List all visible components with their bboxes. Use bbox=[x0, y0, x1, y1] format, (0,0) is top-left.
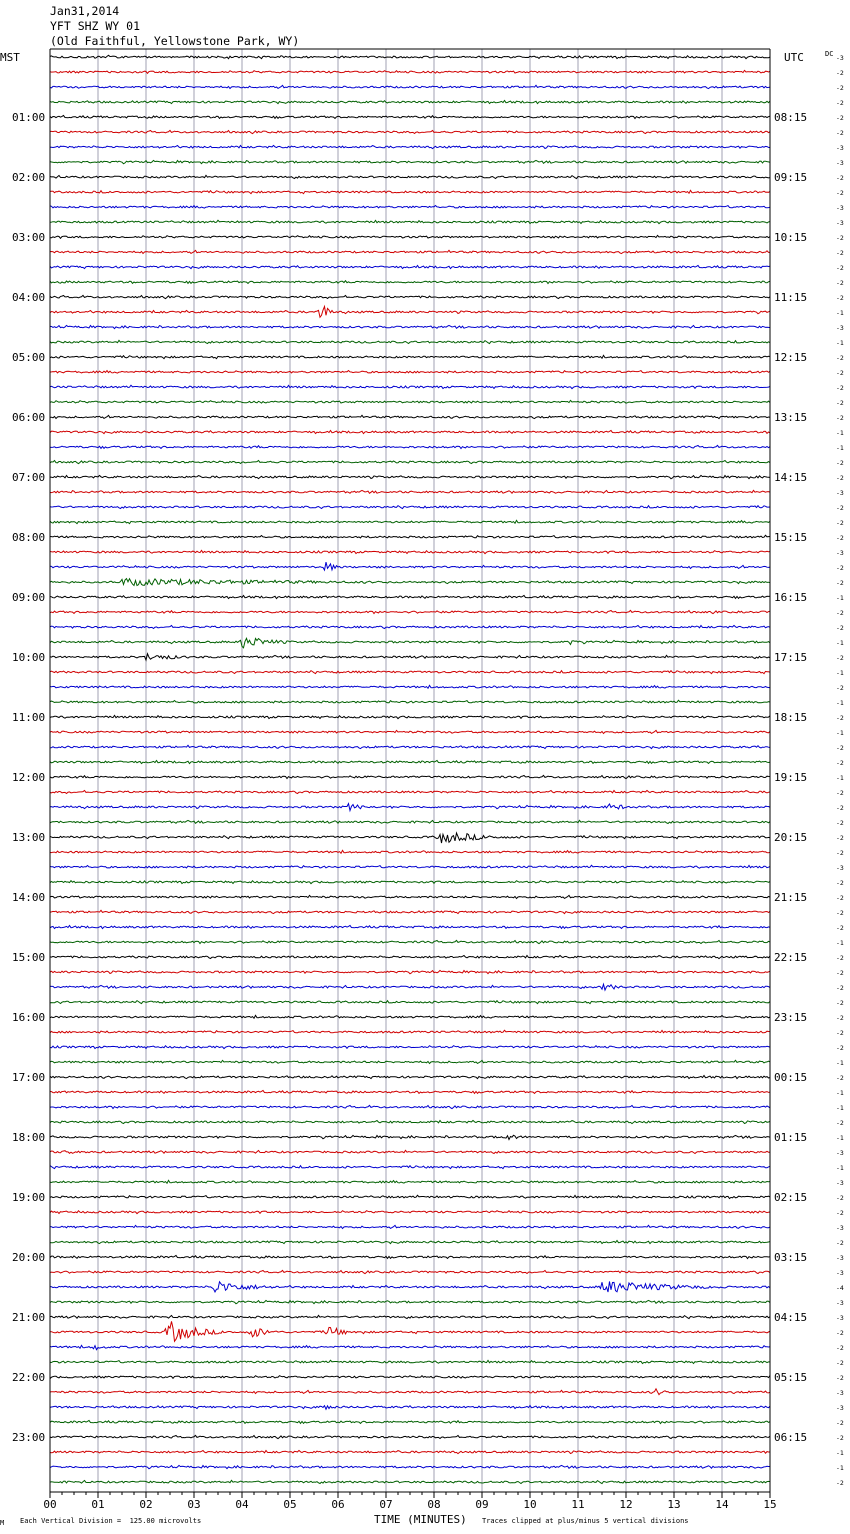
dc-offset-label: -2 bbox=[836, 564, 844, 572]
seismogram-trace bbox=[50, 520, 770, 523]
seismogram-trace bbox=[50, 775, 770, 778]
seismogram-trace bbox=[50, 1001, 770, 1004]
clip-note: Traces clipped at plus/minus 5 vertical divisions bbox=[482, 1517, 689, 1525]
axis-labels bbox=[0, 50, 844, 1511]
dc-offset-label: -2 bbox=[836, 69, 844, 77]
seismogram-trace bbox=[50, 1180, 770, 1183]
seismogram-trace bbox=[50, 671, 770, 674]
seismogram-trace bbox=[50, 1015, 770, 1018]
dc-offset-label: -2 bbox=[836, 894, 844, 902]
dc-offset-label: -2 bbox=[836, 969, 844, 977]
x-tick-label: 00 bbox=[43, 1498, 57, 1511]
dc-offset-label: -3 bbox=[836, 1149, 844, 1157]
seismogram-trace bbox=[50, 638, 770, 648]
dc-offset-label: -2 bbox=[836, 999, 844, 1007]
right-hour-label: 01:15 bbox=[774, 1131, 808, 1144]
x-tick-label: 14 bbox=[715, 1498, 729, 1511]
dc-offset-label: -2 bbox=[836, 954, 844, 962]
seismogram-trace bbox=[50, 281, 770, 284]
right-hour-label: 12:15 bbox=[774, 351, 808, 364]
dc-offset-label: -1 bbox=[836, 669, 844, 677]
left-hour-label: 10:00 bbox=[12, 651, 46, 664]
station-label: YFT SHZ WY 01 bbox=[50, 19, 141, 33]
x-tick-label: 07 bbox=[379, 1498, 393, 1511]
seismogram-trace bbox=[50, 955, 770, 958]
dc-offset-label: -2 bbox=[836, 1044, 844, 1052]
dc-offset-label: -2 bbox=[836, 519, 844, 527]
seismogram-trace bbox=[50, 340, 770, 343]
dc-offset-label: -2 bbox=[836, 609, 844, 617]
seismogram-trace bbox=[50, 1360, 770, 1363]
seismogram-trace bbox=[50, 250, 770, 253]
minute-grid bbox=[98, 49, 722, 1492]
dc-offset-label: -2 bbox=[836, 174, 844, 182]
seismogram-trace bbox=[50, 715, 770, 718]
dc-offset-label: -3 bbox=[836, 489, 844, 497]
right-hour-label: 05:15 bbox=[774, 1371, 808, 1384]
dc-offset-label: -1 bbox=[836, 774, 844, 782]
dc-offset-label: -2 bbox=[836, 114, 844, 122]
seismogram-trace bbox=[50, 925, 770, 928]
seismogram-trace bbox=[50, 220, 770, 223]
right-hour-label: 10:15 bbox=[774, 231, 808, 244]
dc-offset-label: -2 bbox=[836, 624, 844, 632]
seismogram-trace bbox=[50, 445, 770, 448]
seismogram-trace bbox=[50, 1120, 770, 1123]
left-hour-label: 13:00 bbox=[12, 831, 46, 844]
x-tick-label: 15 bbox=[763, 1498, 777, 1511]
right-hour-label: 19:15 bbox=[774, 771, 808, 784]
seismogram-trace bbox=[50, 1389, 770, 1395]
seismogram-trace bbox=[50, 1270, 770, 1273]
seismogram-trace bbox=[50, 115, 770, 118]
left-hour-label: 01:00 bbox=[12, 111, 46, 124]
dc-offset-label: -2 bbox=[836, 879, 844, 887]
seismogram-trace bbox=[50, 307, 770, 318]
dc-offset-label: -3 bbox=[836, 864, 844, 872]
dc-offset-label: -2 bbox=[836, 654, 844, 662]
dc-offset-label: -4 bbox=[836, 1284, 844, 1292]
seismogram-trace bbox=[50, 970, 770, 973]
dc-offset-label: -2 bbox=[836, 1119, 844, 1127]
right-hour-label: 20:15 bbox=[774, 831, 808, 844]
seismogram-trace bbox=[50, 745, 770, 748]
seismogram-trace bbox=[50, 940, 770, 943]
seismogram-trace bbox=[50, 1450, 770, 1453]
x-tick-label: 03 bbox=[187, 1498, 201, 1511]
seismogram-trace bbox=[50, 804, 770, 811]
seismogram-trace bbox=[50, 1211, 770, 1214]
dc-offset-label: -1 bbox=[836, 1104, 844, 1112]
dc-offset-label: -2 bbox=[836, 504, 844, 512]
dc-offset-label: -1 bbox=[836, 1164, 844, 1172]
seismogram-trace bbox=[50, 1135, 770, 1139]
x-tick-label: 04 bbox=[235, 1498, 249, 1511]
dc-offset-label: -1 bbox=[836, 444, 844, 452]
dc-offset-label: -1 bbox=[836, 639, 844, 647]
dc-offset-label: -3 bbox=[836, 204, 844, 212]
x-tick-label: 12 bbox=[619, 1498, 633, 1511]
left-hour-label: 03:00 bbox=[12, 231, 46, 244]
seismogram-trace bbox=[50, 175, 770, 178]
dc-offset-label: -1 bbox=[836, 1449, 844, 1457]
seismogram-trace bbox=[50, 1046, 770, 1049]
dc-offset-label: -2 bbox=[836, 909, 844, 917]
dc-offset-label: -2 bbox=[836, 474, 844, 482]
right-hour-label: 09:15 bbox=[774, 171, 808, 184]
dc-offset-label: -2 bbox=[836, 279, 844, 287]
seismogram-trace bbox=[50, 190, 770, 193]
seismogram-trace bbox=[50, 1076, 770, 1079]
seismogram-trace bbox=[50, 1225, 770, 1228]
dc-offset-label: -3 bbox=[836, 1254, 844, 1262]
dc-offset-label: -2 bbox=[836, 384, 844, 392]
dc-offset-label: -2 bbox=[836, 1434, 844, 1442]
dc-offset-label: -2 bbox=[836, 759, 844, 767]
seismogram-trace bbox=[50, 461, 770, 464]
seismogram-trace bbox=[50, 1375, 770, 1378]
left-hour-label: 11:00 bbox=[12, 711, 46, 724]
right-hour-label: 03:15 bbox=[774, 1251, 808, 1264]
x-tick-label: 09 bbox=[475, 1498, 489, 1511]
seismogram-trace bbox=[50, 325, 770, 328]
seismogram-trace bbox=[50, 562, 770, 570]
seismogram-trace bbox=[50, 130, 770, 133]
dc-offset-label: -2 bbox=[836, 924, 844, 932]
dc-offset-label: -3 bbox=[836, 549, 844, 557]
seismogram-trace bbox=[50, 910, 770, 913]
dc-offset-label: -2 bbox=[836, 399, 844, 407]
seismogram-trace bbox=[50, 833, 770, 843]
dc-offset-label: -2 bbox=[836, 1344, 844, 1352]
dc-offset-label: -2 bbox=[836, 714, 844, 722]
dc-offset-label: -2 bbox=[836, 354, 844, 362]
dc-offset-label: -3 bbox=[836, 1269, 844, 1277]
seismogram-trace bbox=[50, 790, 770, 793]
dc-offset-label: -3 bbox=[836, 1314, 844, 1322]
left-hour-label: 16:00 bbox=[12, 1011, 46, 1024]
seismogram-trace bbox=[50, 206, 770, 209]
dc-label: DC bbox=[825, 50, 834, 58]
left-hour-label: 04:00 bbox=[12, 291, 46, 304]
seismogram-trace bbox=[50, 1300, 770, 1303]
seismogram-trace bbox=[50, 685, 770, 688]
left-hour-label: 14:00 bbox=[12, 891, 46, 904]
dc-offset-label: -3 bbox=[836, 144, 844, 152]
dc-offset-label: -2 bbox=[836, 1074, 844, 1082]
dc-offset-label: -1 bbox=[836, 309, 844, 317]
left-hour-label: 06:00 bbox=[12, 411, 46, 424]
dc-offset-label: -3 bbox=[836, 1404, 844, 1412]
left-hour-label: 22:00 bbox=[12, 1371, 46, 1384]
dc-offset-label: -2 bbox=[836, 84, 844, 92]
seismogram-trace bbox=[50, 654, 770, 660]
right-hour-label: 18:15 bbox=[774, 711, 808, 724]
dc-offset-label: -2 bbox=[836, 1359, 844, 1367]
dc-offset-label: -1 bbox=[836, 1464, 844, 1472]
dc-offset-label: -1 bbox=[836, 699, 844, 707]
seismogram-trace bbox=[50, 700, 770, 703]
seismogram-trace bbox=[50, 55, 770, 58]
seismogram-trace bbox=[50, 1465, 770, 1468]
dc-offset-label: -3 bbox=[836, 159, 844, 167]
x-tick-label: 08 bbox=[427, 1498, 441, 1511]
left-hour-label: 18:00 bbox=[12, 1131, 46, 1144]
dc-offset-label: -2 bbox=[836, 1329, 844, 1337]
left-hour-label: 20:00 bbox=[12, 1251, 46, 1264]
seismogram-trace bbox=[50, 535, 770, 538]
dc-offset-label: -2 bbox=[836, 1374, 844, 1382]
seismogram-trace bbox=[50, 355, 770, 358]
left-hour-label: 09:00 bbox=[12, 591, 46, 604]
right-hour-label: 23:15 bbox=[774, 1011, 808, 1024]
right-hour-label: 00:15 bbox=[774, 1071, 808, 1084]
dc-offset-label: -2 bbox=[836, 849, 844, 857]
left-hour-label: 17:00 bbox=[12, 1071, 46, 1084]
dc-offset-label: -2 bbox=[836, 1209, 844, 1217]
dc-offset-label: -2 bbox=[836, 234, 844, 242]
left-hour-label: 19:00 bbox=[12, 1191, 46, 1204]
seismogram-trace bbox=[50, 385, 770, 388]
dc-offset-label: -2 bbox=[836, 789, 844, 797]
seismogram-trace bbox=[50, 1030, 770, 1033]
dc-offset-label: -1 bbox=[836, 594, 844, 602]
right-timezone-label: UTC bbox=[784, 51, 804, 64]
seismogram-trace bbox=[50, 730, 770, 733]
dc-offset-label: -2 bbox=[836, 1014, 844, 1022]
seismogram-trace bbox=[50, 371, 770, 374]
seismogram-trace bbox=[50, 850, 770, 853]
seismogram-trace bbox=[50, 490, 770, 493]
dc-offset-label: -1 bbox=[836, 1059, 844, 1067]
right-hour-label: 02:15 bbox=[774, 1191, 808, 1204]
seismogram-trace bbox=[50, 579, 770, 586]
scale-note: Each Vertical Division = 125.00 microvolts bbox=[20, 1517, 202, 1525]
dc-offset-label: -2 bbox=[836, 534, 844, 542]
seismogram-trace bbox=[50, 1060, 770, 1063]
location-label: (Old Faithful, Yellowstone Park, WY) bbox=[50, 34, 300, 48]
left-hour-label: 05:00 bbox=[12, 351, 46, 364]
x-tick-label: 06 bbox=[331, 1498, 345, 1511]
seismogram-trace bbox=[50, 1195, 770, 1198]
seismogram-trace bbox=[50, 295, 770, 298]
seismogram-trace bbox=[50, 1315, 770, 1318]
dc-offset-label: -2 bbox=[836, 804, 844, 812]
right-hour-label: 15:15 bbox=[774, 531, 808, 544]
left-hour-label: 12:00 bbox=[12, 771, 46, 784]
dc-offset-label: -3 bbox=[836, 54, 844, 62]
seismogram-trace bbox=[50, 1420, 770, 1423]
seismogram-trace bbox=[50, 430, 770, 433]
dc-offset-label: -2 bbox=[836, 1029, 844, 1037]
dc-offset-label: -2 bbox=[836, 819, 844, 827]
corner-mark: M bbox=[0, 1519, 5, 1527]
dc-offset-label: -1 bbox=[836, 1089, 844, 1097]
x-axis-title: TIME (MINUTES) bbox=[374, 1513, 467, 1526]
seismogram-trace bbox=[50, 1345, 770, 1349]
dc-offset-label: -2 bbox=[836, 414, 844, 422]
dc-offset-label: -3 bbox=[836, 324, 844, 332]
right-hour-label: 16:15 bbox=[774, 591, 808, 604]
seismogram-trace bbox=[50, 1150, 770, 1153]
dc-offset-label: -3 bbox=[836, 1299, 844, 1307]
dc-offset-label: -2 bbox=[836, 294, 844, 302]
dc-offset-label: -1 bbox=[836, 429, 844, 437]
seismogram-trace bbox=[50, 1480, 770, 1483]
left-hour-label: 21:00 bbox=[12, 1311, 46, 1324]
seismogram-trace bbox=[50, 1255, 770, 1258]
dc-offset-label: -3 bbox=[836, 1224, 844, 1232]
dc-offset-label: -2 bbox=[836, 744, 844, 752]
seismogram-trace bbox=[50, 101, 770, 104]
x-tick-label: 13 bbox=[667, 1498, 681, 1511]
seismogram-trace bbox=[50, 984, 770, 990]
seismogram-trace bbox=[50, 625, 770, 628]
dc-offset-label: -3 bbox=[836, 1179, 844, 1187]
right-hour-label: 11:15 bbox=[774, 291, 808, 304]
dc-offset-label: -2 bbox=[836, 984, 844, 992]
dc-offset-label: -2 bbox=[836, 834, 844, 842]
left-timezone-label: MST bbox=[0, 51, 20, 64]
seismogram-trace bbox=[50, 1090, 770, 1093]
seismogram-trace bbox=[50, 70, 770, 73]
right-hour-label: 17:15 bbox=[774, 651, 808, 664]
right-hour-label: 22:15 bbox=[774, 951, 808, 964]
dc-offset-label: -2 bbox=[836, 459, 844, 467]
x-tick-label: 11 bbox=[571, 1498, 585, 1511]
dc-offset-label: -1 bbox=[836, 939, 844, 947]
left-hour-label: 02:00 bbox=[12, 171, 46, 184]
seismogram-trace bbox=[50, 610, 770, 613]
seismogram-trace bbox=[50, 881, 770, 884]
dc-offset-label: -2 bbox=[836, 189, 844, 197]
x-tick-label: 05 bbox=[283, 1498, 297, 1511]
seismogram-trace bbox=[50, 1435, 770, 1438]
seismogram-trace bbox=[50, 506, 770, 509]
left-hour-label: 23:00 bbox=[12, 1431, 46, 1444]
seismogram-trace bbox=[50, 1406, 770, 1410]
left-hour-label: 07:00 bbox=[12, 471, 46, 484]
left-hour-label: 15:00 bbox=[12, 951, 46, 964]
dc-offset-label: -2 bbox=[836, 369, 844, 377]
right-hour-label: 06:15 bbox=[774, 1431, 808, 1444]
dc-offset-label: -2 bbox=[836, 579, 844, 587]
right-hour-label: 08:15 bbox=[774, 111, 808, 124]
seismogram-trace bbox=[50, 265, 770, 268]
dc-offset-label: -2 bbox=[836, 1479, 844, 1487]
seismogram-trace bbox=[50, 400, 770, 403]
dc-offset-label: -1 bbox=[836, 1134, 844, 1142]
x-tick-label: 10 bbox=[523, 1498, 537, 1511]
left-hour-label: 08:00 bbox=[12, 531, 46, 544]
seismogram-trace bbox=[50, 760, 770, 763]
seismogram-trace bbox=[50, 475, 770, 478]
seismogram-trace bbox=[50, 1166, 770, 1169]
dc-offset-label: -2 bbox=[836, 129, 844, 137]
dc-offset-label: -2 bbox=[836, 1239, 844, 1247]
dc-offset-label: -2 bbox=[836, 1194, 844, 1202]
seismogram-trace bbox=[50, 820, 770, 823]
seismogram-trace bbox=[50, 1241, 770, 1244]
x-tick-label: 02 bbox=[139, 1498, 153, 1511]
right-hour-label: 14:15 bbox=[774, 471, 808, 484]
dc-offset-label: -2 bbox=[836, 264, 844, 272]
right-hour-label: 21:15 bbox=[774, 891, 808, 904]
seismogram-traces bbox=[50, 55, 770, 1483]
seismogram-trace bbox=[50, 865, 770, 868]
seismogram-trace bbox=[50, 145, 770, 148]
dc-offset-label: -2 bbox=[836, 1419, 844, 1427]
seismogram-trace bbox=[50, 415, 770, 418]
dc-offset-label: -1 bbox=[836, 339, 844, 347]
seismogram-trace bbox=[50, 1282, 770, 1293]
seismogram-trace bbox=[50, 235, 770, 238]
dc-offset-label: -2 bbox=[836, 99, 844, 107]
x-tick-label: 01 bbox=[91, 1498, 105, 1511]
seismogram-trace bbox=[50, 160, 770, 163]
dc-offset-label: -2 bbox=[836, 684, 844, 692]
dc-offset-label: -1 bbox=[836, 729, 844, 737]
date-label: Jan31,2014 bbox=[50, 4, 120, 18]
seismogram-trace bbox=[50, 595, 770, 598]
seismogram-trace bbox=[50, 1321, 770, 1341]
right-hour-label: 13:15 bbox=[774, 411, 808, 424]
dc-offset-label: -3 bbox=[836, 219, 844, 227]
right-hour-label: 04:15 bbox=[774, 1311, 808, 1324]
seismogram-trace bbox=[50, 85, 770, 88]
dc-offset-label: -2 bbox=[836, 249, 844, 257]
dc-offset-label: -3 bbox=[836, 1389, 844, 1397]
seismogram-trace bbox=[50, 550, 770, 553]
seismogram-trace bbox=[50, 1105, 770, 1108]
seismogram-trace bbox=[50, 895, 770, 898]
